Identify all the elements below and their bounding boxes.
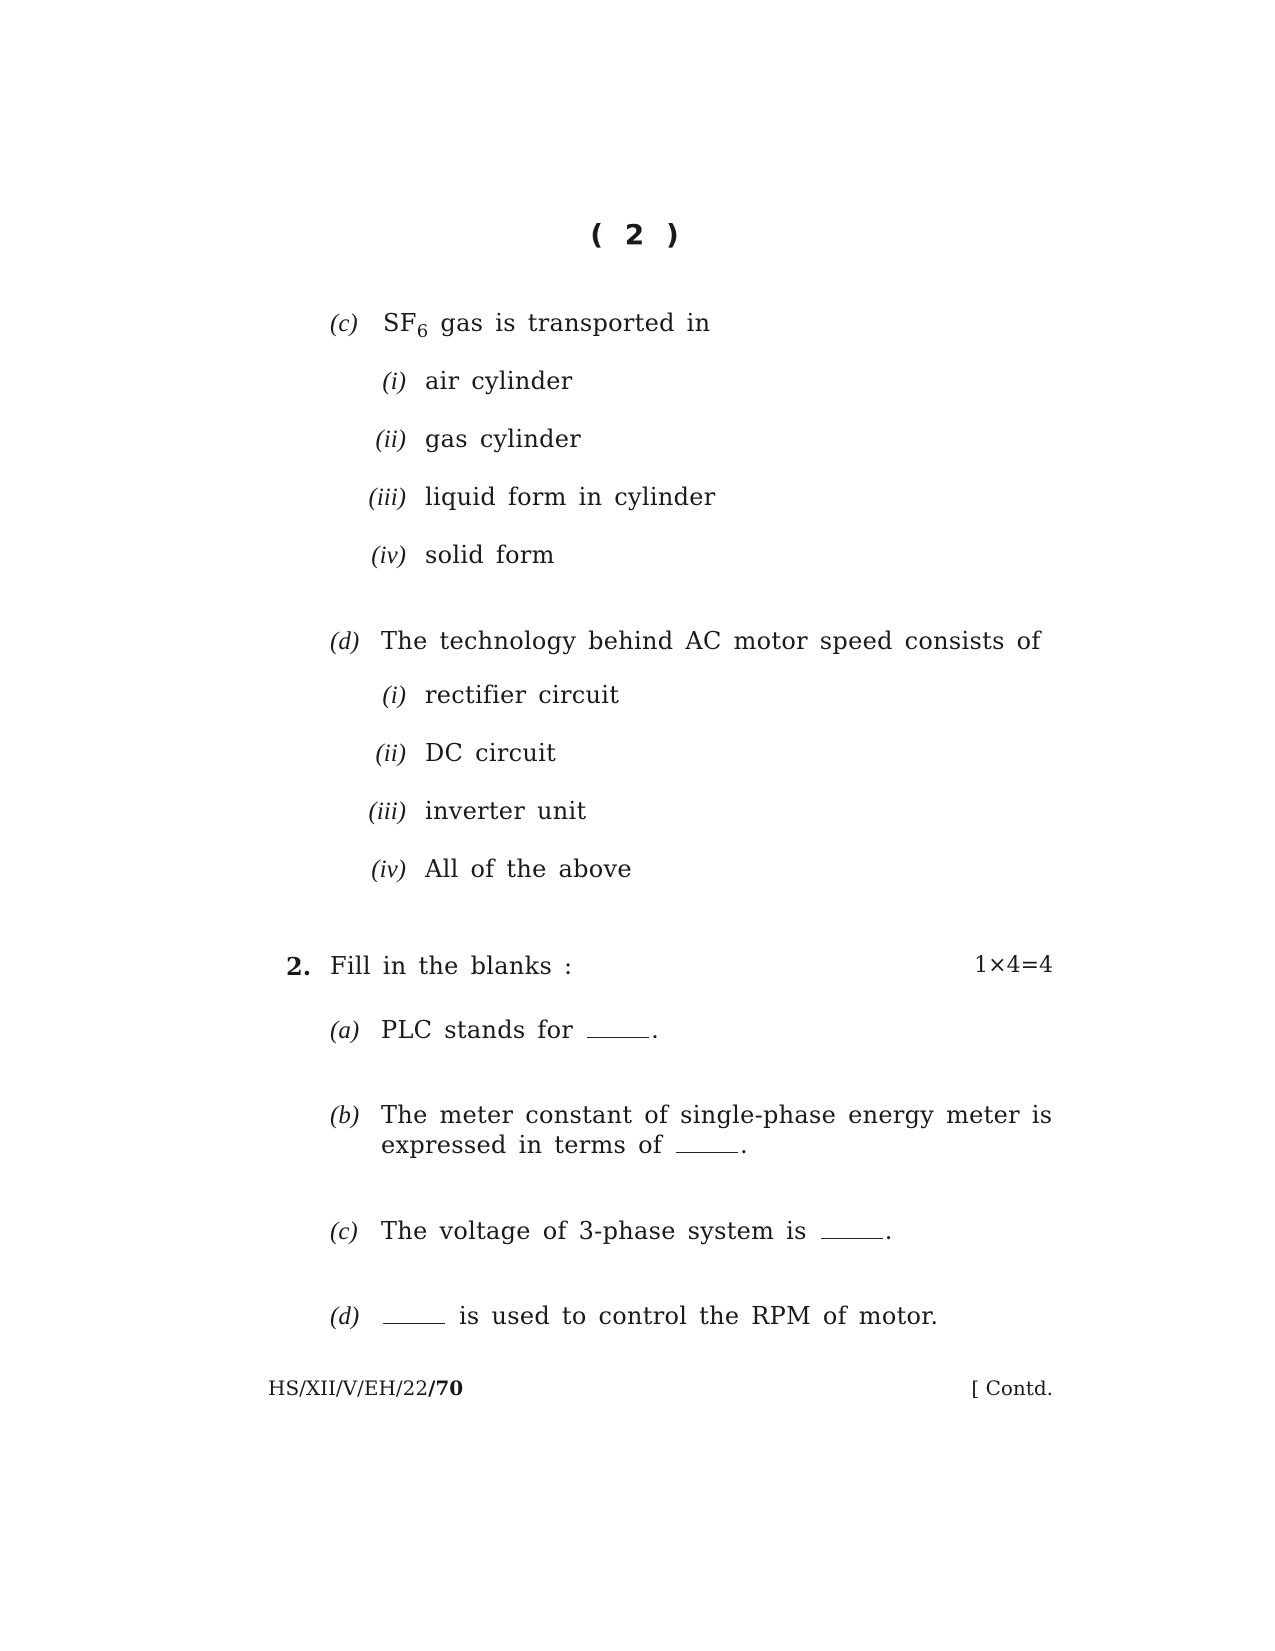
page-number: ( 2 ) xyxy=(590,218,685,251)
item-text: . xyxy=(884,1217,893,1245)
question-label: (c) xyxy=(330,1218,358,1245)
blank-line xyxy=(821,1237,883,1239)
paper-code xyxy=(268,1376,463,1400)
option-label: (i) xyxy=(382,682,406,709)
item-text: . xyxy=(739,1131,748,1159)
option-label: (i) xyxy=(382,368,406,395)
item-text: expressed in terms of xyxy=(381,1131,663,1159)
continued-note: [ Contd. xyxy=(971,1376,1053,1400)
question-label: (c) xyxy=(330,310,358,337)
option-label: (iv) xyxy=(371,542,406,569)
option-label: (iv) xyxy=(371,856,406,883)
stem-text: gas is transported in xyxy=(440,309,711,337)
blank-line xyxy=(587,1036,649,1038)
item-text: is used to control the RPM of motor. xyxy=(458,1302,939,1330)
option-text: inverter unit xyxy=(425,797,587,825)
question-number: 2. xyxy=(286,952,312,981)
option-text: DC circuit xyxy=(425,739,557,767)
question-title: Fill in the blanks : xyxy=(330,952,573,980)
item-text: The voltage of 3-phase system is xyxy=(381,1217,807,1245)
fill-blank-item xyxy=(381,1217,893,1245)
option-text: rectifier circuit xyxy=(425,681,620,709)
item-text: . xyxy=(651,1016,659,1044)
blank-line xyxy=(383,1322,445,1324)
option-label: (ii) xyxy=(375,426,406,453)
option-text: All of the above xyxy=(425,855,632,883)
option-text: liquid form in cylinder xyxy=(425,483,716,511)
stem-text: SF xyxy=(383,309,417,337)
fill-blank-item xyxy=(381,1302,938,1330)
question-label: (b) xyxy=(330,1102,360,1129)
fill-blank-item: The meter constant of single-phase energy meter is xyxy=(381,1101,1053,1129)
paper-code-bold: /70 xyxy=(428,1376,464,1400)
option-label: (iii) xyxy=(368,798,406,825)
stem-subscript: 6 xyxy=(416,321,429,342)
blank-line xyxy=(676,1151,738,1153)
fill-blank-item xyxy=(381,1016,659,1044)
option-text: solid form xyxy=(425,541,555,569)
option-text: air cylinder xyxy=(425,367,573,395)
fill-blank-item xyxy=(381,1131,748,1159)
option-text: gas cylinder xyxy=(425,425,582,453)
marks: 1×4=4 xyxy=(974,953,1053,978)
question-stem: The technology behind AC motor speed consists of xyxy=(381,627,1041,655)
question-stem xyxy=(383,309,710,342)
option-label: (iii) xyxy=(368,484,406,511)
paper-code-text: HS/XII/V/EH/22 xyxy=(268,1376,429,1400)
item-text: PLC stands for xyxy=(381,1016,574,1044)
question-label: (d) xyxy=(330,628,360,655)
question-label: (a) xyxy=(330,1017,360,1044)
question-label: (d) xyxy=(330,1303,360,1330)
option-label: (ii) xyxy=(375,740,406,767)
